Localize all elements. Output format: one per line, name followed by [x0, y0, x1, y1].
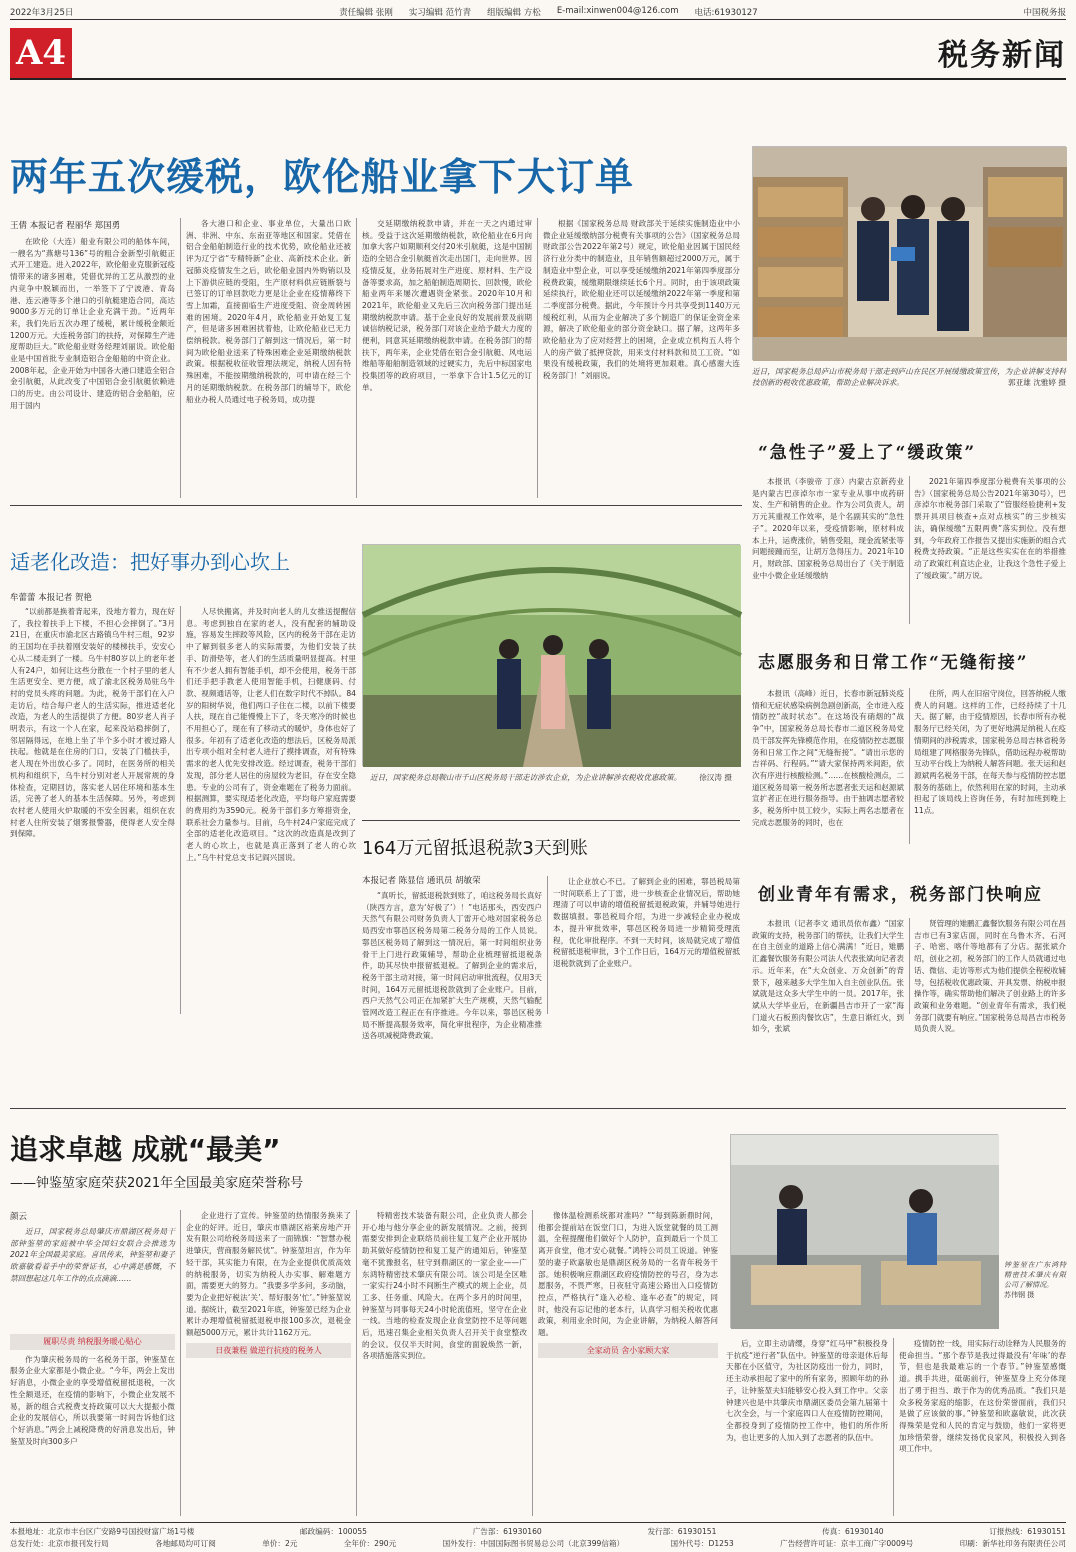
feature-column: 企业进行了宣传。钟鉴堃的热情服务换来了企业的好评。近日，肇庆市鼎湖区裕莱房地产开发有限公司给税务局送来了一面锦旗：“智慧办税进肇庆，营商服务解民忧”。钟鉴堃坦言，作为年轻干部，其实能力有限，在为企业提供优质高效的纳税服务，切实为纳税人办实事、解难题方面，需要更大的努力。“我要多学多问，多动脑，要为企业把好税法‘关’、帮好服务‘忙’。”钟鉴堃说道。据统计，截至2021年底，钟鉴堃已经为企业累计办理增值税留抵退税申报100多次，退税金额超5000万元，累计共计1162万元。 日夜兼程 做逆行抗疫的税务人	[186, 1210, 351, 1516]
feature-subhead: 履职尽责 纳税服务暖心贴心	[10, 1334, 175, 1350]
side1-headline: “急性子”爱上了“缓政策”	[758, 443, 977, 463]
feature-author: 颜云	[10, 1212, 28, 1222]
story2-column: “以前都是换着背起来，没地方着力，现在好了，我拉着扶手上下楼，不担心会摔倒了。”3月21日，在重庆市渝北区古路镇乌牛村三组，92岁的王国均在手扶着刚安装好的楼梯扶手，安安心心从二楼走到了一楼。乌牛村80岁以上的老年老人有24户，如何让这些分散在一个村子里的老人生活更安全、更方便，成了渝北区税务局驻乌牛村的党员头疼的问题。为此，税务干部们在入户走访后，结合每户老人的生活实际，推进适老化改造，为老人的生活提供了方便。80岁老人肖子明表示，有这一个人在家，起来没站稳摔倒了，邻居隔得远，在地上坐了半个多小时才被过路人扶起。他就是在住房的门口，安装了门槛扶手，老人现在外出放心多了。同时，在医务所的相关机构和组织下，乌牛村分别对老人开展常规的身体检查，定期回访，落实老人居住环境和基本生活，完善了老人的基本生活保障。另外，考虑到农村老人使用火炉取暖的不安全因素，组织在农村老人住所安装了烟雾报警器，使得老人安全得到保障。	[10, 607, 175, 839]
feature-headline: 追求卓越 成就“最美”	[10, 1133, 281, 1166]
story2-column: 人尽快搬离，并及时向老人的儿女推送提醒信息。考虑到独自在家的老人，没有配套的辅助设施，容易发生摔跤等风险，区内的税务干部在走访中了解到很多老人的实际需要，为他们安装了扶手、防滑垫等，老人们的生活质量明显提高。村里有不少老人拥有智能手机，却不会使用，税务干部们还手把手教老人使用智能手机，扫健康码、付款、视频通话等，让老人们在数字时代不掉队。84岁的阳树华说，他们两口子住在二楼，以前下楼要人扶，现在自己能慢慢上下了，冬天寒冷的时候也不用担心了，现在有了移动式的暖炉，身体也好了很多。年初有了适老化改造的想法后，区税务局派出专项小组对全村老人进行了摸排调查，对有特殊需求的老人优先安排改造。经过调查，税务干部们发现，部分老人居住的房屋较为老旧，存在安全隐患。专业的公司有了，资金难题在了税务力面前。根据测算，要实现适老化改造，平均每户家庭需要的费用约为3590元。税务干部们多方筹措资金，联系社会力量参与。目前，乌牛村24户家庭完成了全部的适老化改造项目。“这次的改造真是改到了老人的心坎上，也就是真正落到了老人的心坎上。”乌牛村党总支书记阎兴国说。	[186, 607, 356, 862]
feature-column: 疫情防控一线，用实际行动诠释为人民服务的使命担当。“那个春节是我过得最没有‘年味’的春节，但也是我最难忘的一个春节。”钟鉴堃感慨道。携手共进，砥砺前行，钟鉴堃身上充分体现出了勇于担当、敢于作为的优秀品质。“我们只是众多税务家庭的缩影，在这份荣誉面前，我们只是做了应该做的事。”钟鉴堃和欧嘉敏说，此次获得殊荣是党和人民的肯定与鼓励，他们一家将更加珍惜荣誉，继续发扬优良家风，积极投入到各项工作中。	[899, 1339, 1066, 1454]
feature-column: 履职尽责 纳税服务暖心贴心 作为肇庆税务局的一名税务干部，钟鉴堃在服务企业大家都是小微企业。“今年，两会上发出好消息，小微企业的享受增值税留抵退税，一次性全额退还，在疫情的影响下，小微企业发展不易，新的组合式税费支持政策可以大大提振小微企业的发展信心，所以我要第一时间告诉他们这个好消息。”两会上减税降费的好消息发出后，钟鉴堃及时向300多户	[10, 1330, 175, 1516]
lead-byline: 王倩 本报记者 程丽华 郑国勇	[10, 221, 121, 231]
paper-name: 中国税务报	[1023, 7, 1066, 18]
warehouse-photo-illustration	[753, 147, 1067, 361]
lead-photo-caption: 近日，国家税务总局庐山市税务局干部走到庐山在民区开展缓缴政策宣传，为企业讲解支持科技创新的税收优惠政策，帮助企业解决诉求。 郭亚雄 沈雅婷 摄	[752, 367, 1066, 387]
feature-intro: 近日，国家税务总局肇庆市鼎湖区税务局干部钟鉴堃的家庭被中华全国妇女联合会推选为2021年全国最美家庭。喜讯传来，钟鉴堃和妻子欧嘉敏看着手中的荣誉证书，心中满是感慨，不禁回想起这几年工作的点点滴滴……	[10, 1227, 175, 1283]
footer-row: 总发行处：北京市报刊发行局 各地邮局均可订阅 单价：2元 全年价：290元 国外发行：中国国际图书贸易总公司（北京399信箱） 国外代号：D1253 广告经营许可证：京丰工商广字0009号 印刷：新华社印务有限责任公司	[10, 1539, 1066, 1548]
lead-headline: 两年五次缓税，欧伦船业拿下大订单	[10, 155, 635, 199]
editor-info	[339, 6, 757, 18]
feature-photo	[730, 1134, 998, 1328]
masthead-bar	[10, 6, 1066, 20]
feature-subhead: 日夜兼程 做逆行抗疫的税务人	[186, 1343, 351, 1359]
story3-column: “真听长，留抵退税款到账了，咱这税务局长真好（陕西方言，意为‘好极了’）！”电话那头，西安西户天然气有限公司财务负责人丁雷开心地对国家税务总局西安市鄠邑区税务局第二税务分局的工作人员说。鄠邑区税务局了解到这一情况后，第一时间组织业务骨干上门进行政策辅导，帮助企业梳理留抵退税条件，助其尽快申报留抵退税。了解到企业的需求后，税务干部主动对接，第一时间启动审批流程，仅用3天时间，164万元留抵退税款就到了企业账户。目前，西户天然气公司正在加紧扩大生产规模，天然气输配管网改造工程正在有序推进。今年以来，鄠邑区税务局不断提高服务效率，简化审批程序，为企业精准推送各项减税降费政策。	[362, 891, 542, 1041]
story2-photo-caption: 近日，国家税务总局鞍山市千山区税务局干部走访涉农企业，为企业讲解涉农税收优惠政策。 徐汉涛 摄	[370, 773, 732, 782]
header-rule	[10, 78, 1066, 80]
feature-column: 像体温检测系统都对准吗？”“每到陈新鼎时间，他都会提前站在饭堂门口，为进入饭堂就餐的员工测温，全程提醒他们做好个人防护，直到最后一个员工离开食堂，他才安心就餐。”鸿特公司员工说道。钟鉴堃的妻子欧嘉敏也是鼎湖区税务局的一名青年税务干部。她积极响应鼎湖区政府疫情防控的号召，身为志愿服务，不畏严寒，日夜驻守高速公路出入口疫情防控点，严格执行“逢入必检、逢车必查”的规定，同时，他没有忘记他的老本行，认真学习相关税收优惠政策，利用业余时间，为企业讲解，为纳税人解答问题。 全家动员 舍小家顾大家	[538, 1210, 718, 1516]
story2-photo	[362, 544, 740, 766]
vineyard-photo-illustration	[363, 545, 741, 767]
page-number-badge: A4	[10, 28, 72, 78]
lead-photo	[752, 146, 1066, 360]
story2-headline: 适老化改造：把好事办到心坎上	[10, 550, 290, 574]
editor-item: 责任编辑 张刚	[339, 7, 393, 18]
side1-column: 2021年第四季度部分税费有关事项的公告》（国家税务总局公告2021年第30号），巴彦淖尔市税务部门采取了“管服经验捷利+发票开具项目核查+点对点核实”的三步核实法，确保缓缴“五限两费”落实到位。没有想到，今年政府工作报告又提出实施新的组合式税费支持政策。“正是这些实实在在的举措推动了政策红利直达企业，让我这个急性子爱上了‘缓政策’。”胡万说。	[914, 477, 1066, 580]
lead-column: 交延期缴纳税款申请，并在一天之内通过审核。受益于这次延期缴纳税款，欧伦船业在6月向加拿大客户如期顺利交付20米引航艇，这是中国制造的全铝合金引航艇首次走出国门，走向世界。因疫情反复，业务拓展对生产进度、原材料、生产设备等要求高，加之船舶制造周期长、回款慢，欧伦船业两年来屡次遭遇资金紧张。2020年10月和2021年，欧伦船业又先后三次向税务部门提出延期缴纳税款申请。基于企业良好的发展前景及前期诚信纳税记录，税务部门对该企业给予最大力度的便利，同意其延期缴纳税款申请。在税务部门的帮扶下，两年来，企业凭借在铝合金引航艇、风电运维船等船舶制造领域的过硬实力，先后中标国家电投集团等的政府项目，一举拿下合计1.5亿元的订单。	[362, 219, 532, 392]
feature-column: 后，立即主动请缨，身穿“红马甲”积极投身于抗疫“逆行者”队伍中。钟鉴堃的母亲退休后每天都在小区值守，为社区防疫出一份力，同时，还主动承担起了家中的所有家务，照顾年幼的孙子，让钟鉴堃夫妇能够安心投入到工作中。父亲钟建兴也是中共肇庆市鼎湖区委员会第九届第十七次全会，与一个家庭四口人在疫情防控期间，全都投身到了疫情防控工作中，他们的所作所为，也让更多的人加入到了志愿者的队伍中。	[726, 1339, 888, 1442]
side2-column: 本报讯（高峰）近日，长春市新冠肺炎疫情和无症状感染病例急剧创新高，全市进入疫情防控“战时状态”。在这场没有硝烟的“战争”中，国家税务总局长春市二道区税务局党员干部发挥先锋模范作用，在疫情防控志愿服务和日常工作之间“无缝衔接”。“请出示您的吉祥码、行程码。”“请大家保持两米间距，依次有序进行核酸检测。”……在核酸检测点，二道区税务局第一税务所志愿者张天运和赵源斌宣扩者正在进行服务指导。由于抽调志愿者较多，税务所中员工较少，实际上两名志愿者在完成志愿服务的同时，也在	[752, 689, 905, 827]
lead-column: 根据《国家税务总局 财政部关于延续实施制造业中小微企业延缓缴纳部分税费有关事项的公告》（国家税务总局 财政部公告2022年第2号）规定，欧伦船业因属于国民经济行业分类中的制造业，且年销售额超过2000万元，属于制造业中型企业，可以享受延缓缴纳2021年第四季度部分税费政策，缓缴期限继续延长6个月。同时，由于该项政策延续执行，欧伦船业还可以延缓缴纳2022年第一季度和第二季度部分税费。据此，今年预计今月共享受到1140万元缓税红利，从而为企业解决了多个制造厂的保证金资金来源，解决了欧伦船业的部分资金缺口。据了解，这两年多欧伦船业为了应对经营上的困境，企业成立机构五人将个人的房产做了抵押贷款，用来支付材料款和员工工资。“如果没有缓税政策，我们的处境将更加艰难。真心感谢大连税务部门！”刘丽说。	[543, 219, 740, 381]
footer-row: 本报地址：北京市丰台区广安路9号国投财富广场1号楼 邮政编码：100055 广告部：61930160 发行部：61930151 传真：61930140 订报热线：61930151	[10, 1527, 1066, 1536]
lead-column: 各大港口和企业、事业单位，大量出口欧洲、非洲、中东、东南亚等地区和国家。凭借在铝合金船舶制造行业的技术优势，欧伦船业还被评为辽宁省“专精特新”企业、高新技术企业。新冠肺炎疫情发生之后，欧伦船业国内外购销以及上下游供应链的受阻，生产原材料供应链断裂与已签订的订单回款吃力更是让企业在疫情幕终下雪上加霜，直接面临生产进度受阻、资金周转困难的困境。2020年4月，欧伦船业开始复工复产，但是诸多困难困扰着他，让欧伦船业已无力偿纳税款。税务部门了解到这一情况后，第一时间为欧伦船业送来了特殊困难企业延期缴纳税款政策。根据税收征收管理法规定，纳税人因有特殊困难，不能按期缴纳税款的，可申请在经三个月的延期缴纳税款。在税务部门的辅导下，欧伦船业办税人员通过电子税务局，成功提	[186, 219, 351, 404]
lead-column: 在欧伦（大连）船业有限公司的船体车间，一艘名为“燕塘号136”号的粗合金新型引航艇正式开工建造。进入2022年，欧伦船业克服新冠疫情带来的诸多困难，凭借优异的工艺从激烈的业内竞争中脱颖而出，一举签下了宁波港、青岛港、连云港等多个港口的引航艇建造合同，高达9000多万元的订单让企业充满干劲。“近两年来，我们先后五次办理了缓税，累计缓税金额近1200万元。大连税务部门的扶持，对保障生产进度帮助巨大。”欧伦船业财务经理刘丽说。欧伦船业是中国首批专业制造铝合金船舶的中资企业。2008年起，企业开始为中国各大港口建造全铝合金引航艇，从此改变了中国铝合金引航艇依赖进口的历史。由公司设计、建造的铝合金船舶，应用于国内	[10, 237, 175, 410]
page-footer	[10, 1522, 1066, 1548]
story2-byline: 牟蕾蕾 本报记者 贺艳	[10, 593, 92, 603]
editor-item: 实习编辑 范竹青	[408, 7, 472, 18]
side3-column: 本报讯（记者李文 通讯员依布鑫）“国家政策的支持，税务部门的帮扶，让我们大学生在自主创业的道路上信心满满！”近日，雉鹏汇鑫餐饮服务有限公司法人代表张斌向记者表示。近年来，在“大众创业、万众创新”的背景下，越来越多大学生加入自主创业队伍。张斌就是这众多大学生中的一员。2017年，张斌从大学毕业后，在新疆昌吉市开了一家“海门道火石板煎肉餐饮店”，生意日渐红火，到如今，张斌	[752, 919, 904, 1034]
feature-subhead: 全家动员 舍小家顾大家	[538, 1343, 718, 1359]
side1-column: 本报讯（李骏帝 丁彦）内蒙古京新药业是内蒙古巴彦淖尔市一家专业从事中成药研发、生产和销售的企业。作为公司负责人，胡万元其重视工作效率，是个名副其实的“急性子”。2020年以来，受疫情影响，原材料成本上升，运费涨价，销售受阻，现金流紧张等问题接踵而至，让胡万急得压力。2021年10月，财政部、国家税务总局出台了《关于制造业中小微企业延缓缴纳	[752, 477, 904, 580]
story3-column: 让企业放心不已。了解到企业的困难，鄠邑税局第一时间联系上了丁雷，进一步核查企业情况后，帮助她理清了可以申请的增值税留抵退税政策，并辅导她进行数据填报。鄠邑税局介绍，为进一步减轻企业办税成本，提升审批效率，鄠邑区税务局进一步精简受理流程，优化审批程序。不到一天时间，该局就完成了增值税留抵退税审批，3个工作日后，164万元的增值税留抵退税款就到了企业账户。	[553, 877, 740, 968]
issue-date: 2022年3月25日	[10, 7, 74, 18]
photo-credit: 郭亚雄 沈雅婷 摄	[1008, 378, 1066, 387]
feature-photo-caption: 钟鉴堃在广东鸿特精密技术肇庆有限公司了解情况。 苏伟钢 摄	[1004, 1261, 1066, 1299]
story3-byline: 本报记者 陈显信 通讯员 胡敏荣	[362, 876, 481, 886]
editor-item: 组版编辑 方松	[487, 7, 541, 18]
section-title: 税务新闻	[938, 38, 1066, 73]
photo-credit: 徐汉涛 摄	[699, 773, 732, 782]
story3-headline: 164万元留抵退税款3天到账	[362, 838, 588, 859]
feature-column: 特精密技术装备有限公司，企业负责人都会开心地与他分享企业的新发展情况。之前，接到需要安排到企业联络员前往复工复产企业开展协助其做好疫情防控和复工复产的通知后，钟鉴堃毫不犹豫报名，驻守到鼎湖区的一家企业——广东鸿特精密技术肇庆有限公司。该公司是全区唯一家实行24小时不间断生产模式的规上企业，员工多、任务重、风险大。在两个多月的时间里，钟鉴堃与同事每天24小时轮流值班，坚守在企业一线。当地的检查发现企业食堂防控不足等问题后，迅速召集企业相关负责人召开关于食堂整改的会议。仅仅半天时间，食堂的面貌焕然一新，各项措施落实到位。	[362, 1211, 527, 1361]
side2-column: 住所，两人在旧宿守岗位，回答纳税人缴费人的问题。这样的工作，已经持续了十几天。据了解，由于疫情原因，长春市所有办税服务厅已经关闭，为了更好地满足纳税人在疫情期间的涉税需求，国家税务总局吉林省税务局组建了网格服务先锋队，借助远程办税帮助互动平台线上为纳税人解答问题。张天运和赵源斌两名税务干部，在每天参与疫情防控志愿服务的基础上，依然利用在家的时间，主动承担起了该局线上咨询任务，有时加班到晚上11点。	[914, 689, 1066, 816]
side3-headline: 创业青年有需求，税务部门快响应	[758, 885, 1043, 905]
feature-subtitle: ——钟鉴堃家庭荣获2021年全国最美家庭荣誉称号	[10, 1176, 304, 1191]
photo-credit: 苏伟钢 摄	[1004, 1291, 1035, 1299]
editor-item: 电话:61930127	[694, 7, 758, 18]
editor-item: E-mail:xinwen004@126.com	[556, 5, 679, 16]
side3-column: 贤管理的雉鹏汇鑫餐饮服务有限公司在昌吉市已有3家店面，同时在乌鲁木齐、石河子、哈密、喀什等地都有了分店。据张斌介绍，创业之初，税务部门的工作人员就通过电话、微信、走访等形式为他们提供全程税收辅导，包括税收优惠政策、开具发票、纳税申报操作等，确实帮助他们解决了创业路上的许多政策和业务难题。“创业青年有需求，我们税务部门就要有响应。”国家税务总局昌吉市税务局负责人说。	[914, 919, 1067, 1034]
factory-photo-illustration	[731, 1135, 999, 1329]
side2-headline: 志愿服务和日常工作“无缝衔接”	[758, 653, 1029, 673]
